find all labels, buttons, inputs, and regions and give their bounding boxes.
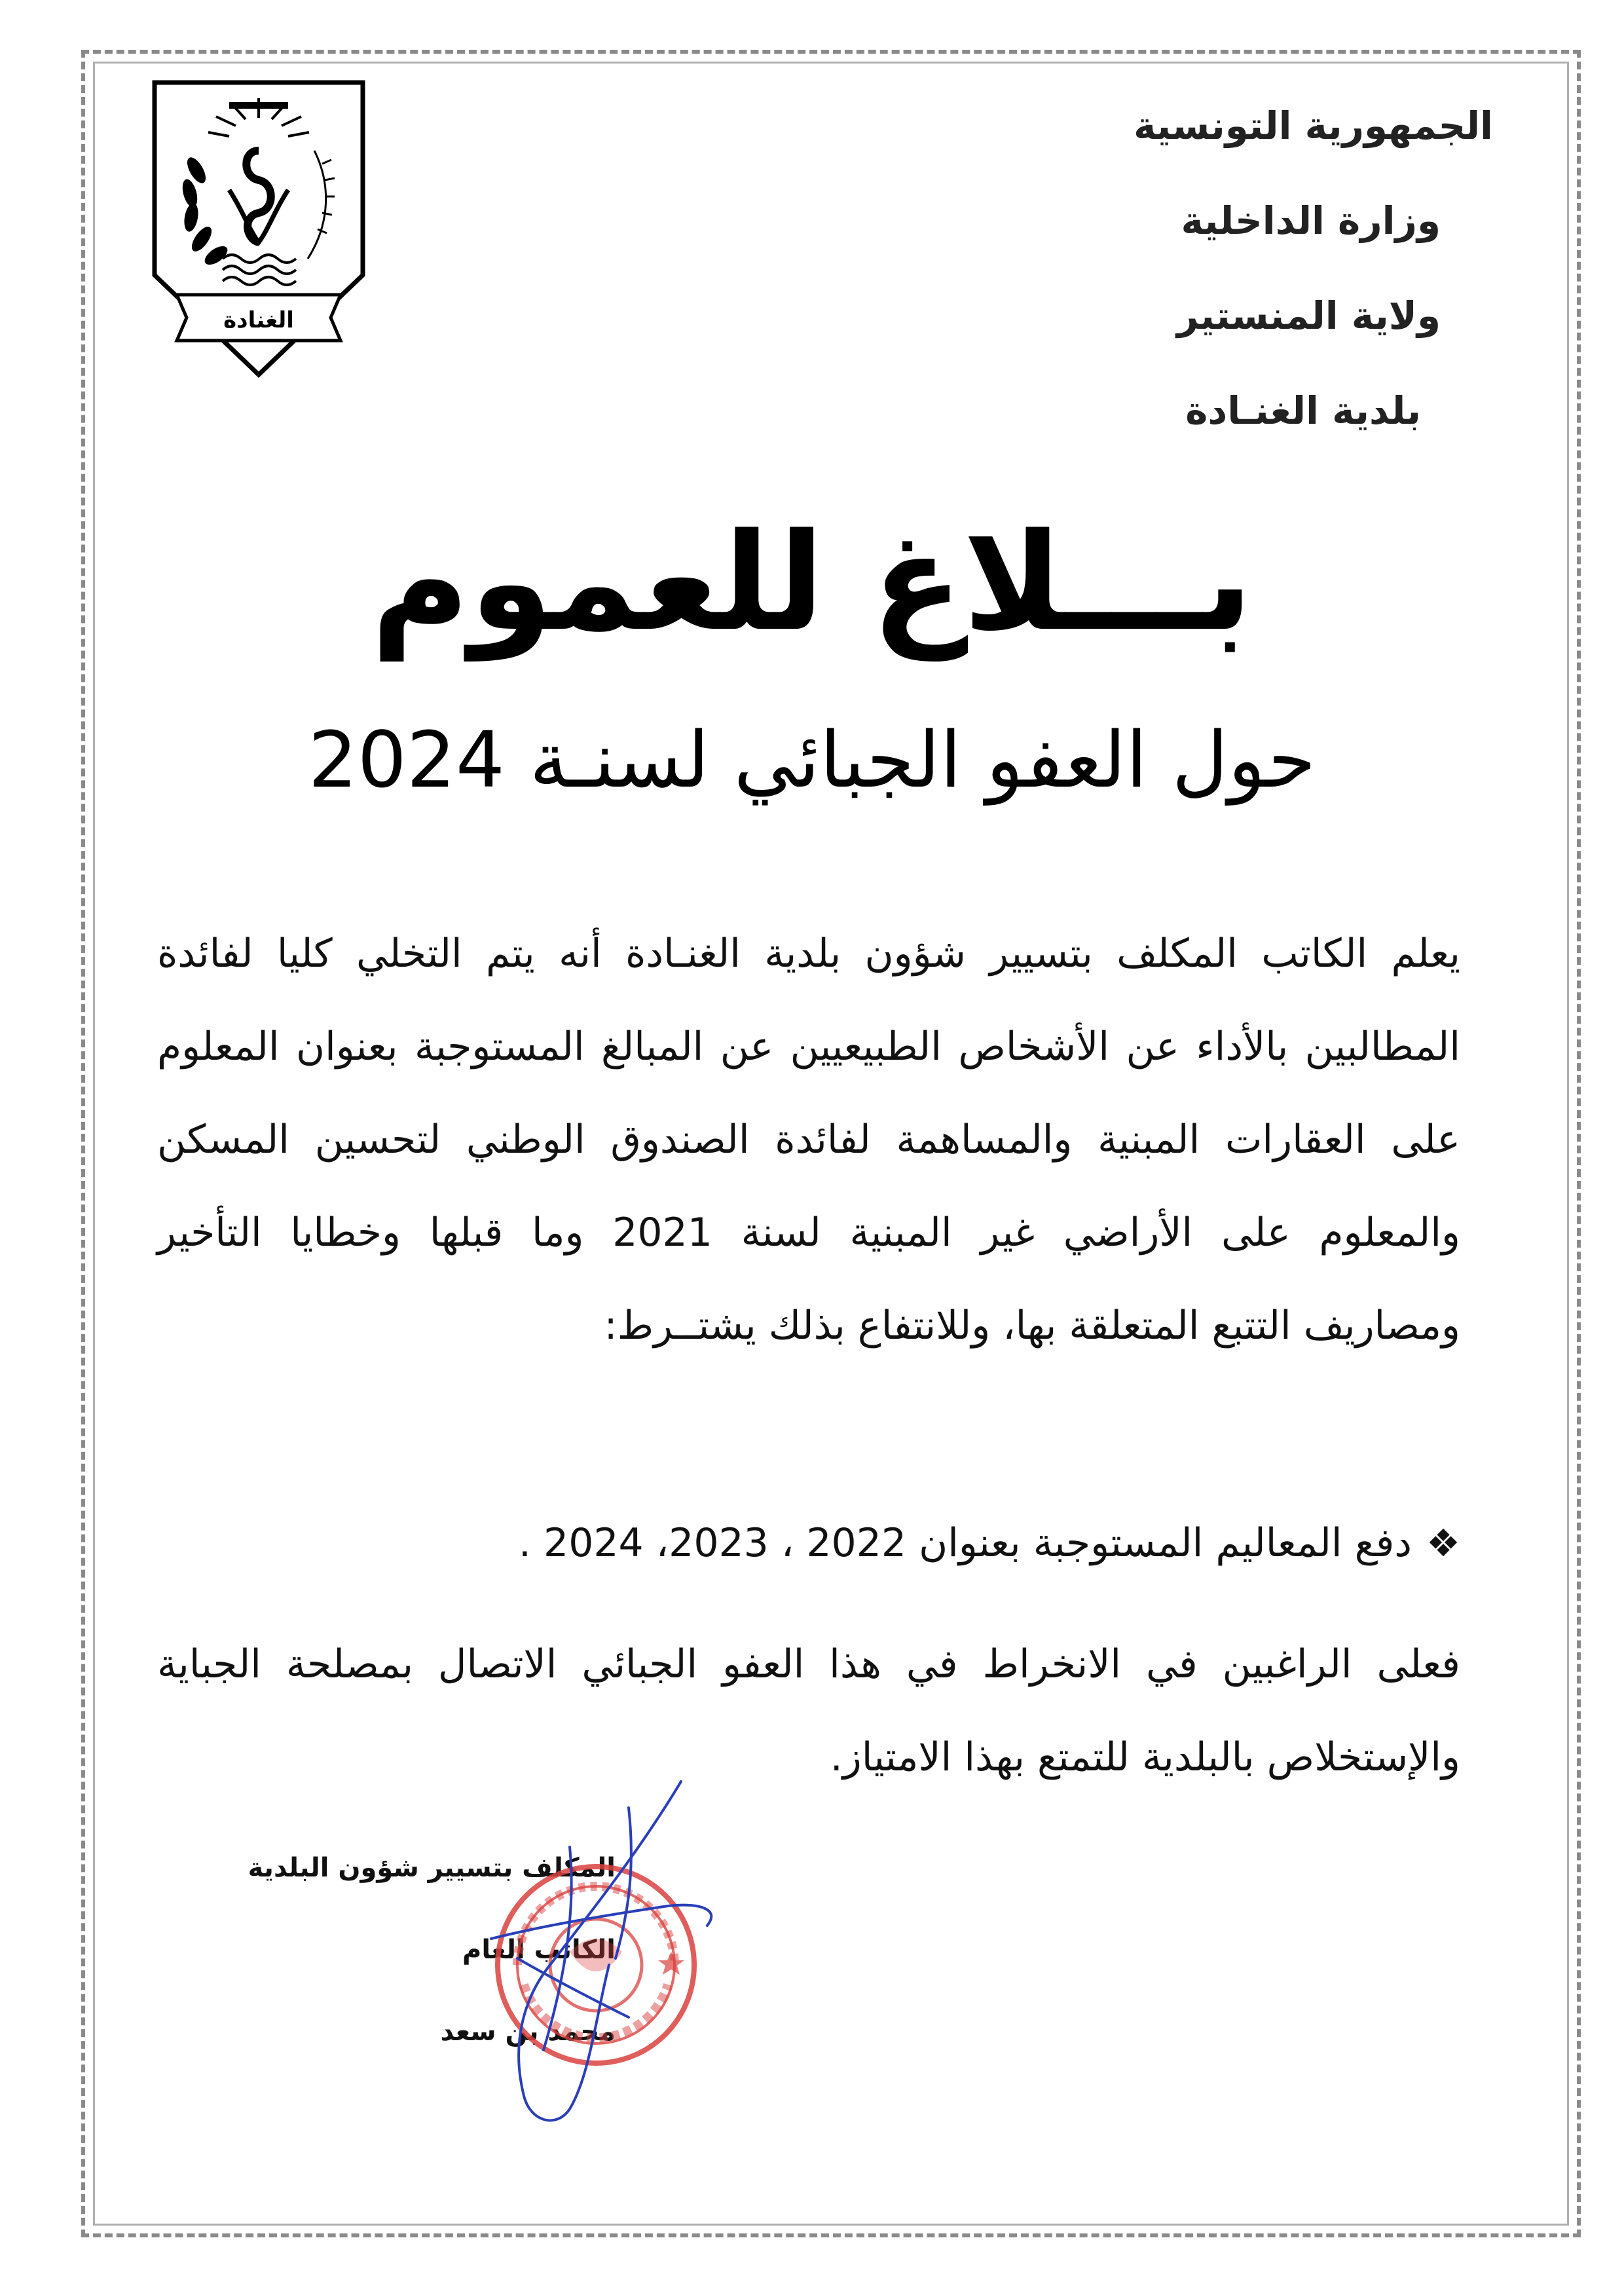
municipality-emblem-icon	[151, 79, 367, 380]
signatory-name: محمد بن سعد	[440, 2017, 616, 2047]
country-name: الجمهورية التونسية	[1134, 103, 1493, 148]
signatory-position: الكاتب العام	[462, 1935, 616, 1965]
municipality-name: بلدية الغنـادة	[1185, 388, 1421, 433]
letterhead	[995, 79, 1493, 458]
four-diamond-bullet-icon: ❖	[1426, 1521, 1460, 1565]
closing-paragraph: فعلى الراغبين في الانخراط في هذا العفو الجبائي الاتصال بمصلحة الجباية والإستخلاص بالبلدية للتمتع بهذا الامتياز.	[157, 1641, 1460, 1780]
signatory-role: المكلف بتسيير شؤون البلدية	[248, 1853, 616, 1883]
emblem-label: الغنادة	[223, 307, 294, 333]
page-title: بـــلاغ للعموم	[371, 505, 1253, 661]
handwritten-signature-icon	[432, 1768, 773, 2135]
page-subtitle: حول العفو الجبائي لسنـة 2024	[308, 715, 1316, 805]
ministry-name: وزارة الداخلية	[1181, 198, 1441, 243]
announcement-paragraph: يعلم الكاتب المكلف بتسيير شؤون بلدية الغنـادة أنه يتم التخلي كليا لفائدة المطالبين بالأداء عن الأشخاص الطبيعيين عن المبالغ المستوجبة بعنوان المعلوم على العقارات المبنية والمساهمة لفائدة الصندوق الوطني لتحسين المسكن والمعلوم على الأراضي غير المبنية لسنة 2021 وما قبلها وخطايا التأخير ومصاريف التتبع المتعلقة بها، وللانتفاع بذلك يشتــرط:	[157, 931, 1460, 1349]
governorate-name: ولاية المنستير	[1176, 293, 1441, 338]
condition-text: دفع المعاليم المستوجبة بعنوان 2022 ، 2023، 2024 .	[518, 1520, 1412, 1566]
condition-item	[157, 1497, 1460, 1590]
